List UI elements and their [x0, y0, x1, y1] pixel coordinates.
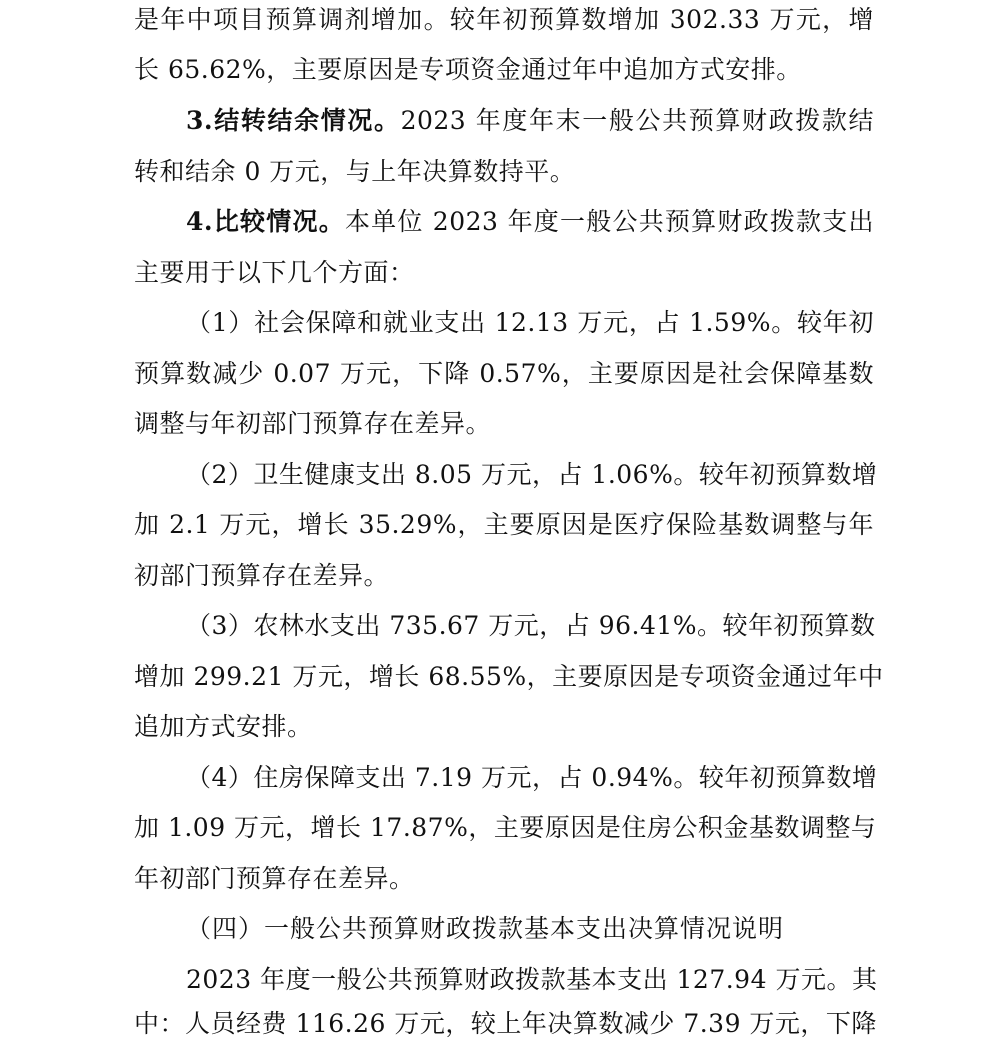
paragraph-line	[186, 101, 874, 141]
list-item-line: （1）社会保障和就业支出 12.13 万元，占 1.59%。较年初	[186, 308, 874, 337]
paragraph-line: 转和结余 0 万元，与上年决算数持平。	[134, 157, 576, 186]
paragraph-line: 中：人员经费 116.26 万元，较上年决算数减少 7.39 万元，下降	[134, 1009, 877, 1038]
paragraph-line: 是年中项目预算调剂增加。较年初预算数增加 302.33 万元，增	[134, 5, 874, 34]
paragraph-text: 2023 年度年末一般公共预算财政拨款结	[400, 106, 874, 135]
paragraph-line: 主要用于以下几个方面：	[134, 258, 415, 287]
bold-lead-in: 4.比较情况。	[186, 207, 345, 236]
list-item-line: （2）卫生健康支出 8.05 万元，占 1.06%。较年初预算数增	[186, 460, 878, 489]
list-item-line: 年初部门预算存在差异。	[134, 864, 415, 893]
paragraph-line: 2023 年度一般公共预算财政拨款基本支出 127.94 万元。其	[186, 965, 878, 994]
list-item-line: 调整与年初部门预算存在差异。	[134, 409, 492, 438]
list-item-line: 追加方式安排。	[134, 712, 313, 741]
paragraph-line: 长 65.62%，主要原因是专项资金通过年中追加方式安排。	[134, 55, 802, 84]
list-item-line: 增加 299.21 万元，增长 68.55%，主要原因是专项资金通过年中	[134, 662, 884, 691]
paragraph-line	[186, 202, 874, 242]
list-item-line: （3）农林水支出 735.67 万元，占 96.41%。较年初预算数	[186, 611, 876, 640]
list-item-line: 预算数减少 0.07 万元，下降 0.57%，主要原因是社会保障基数	[134, 359, 874, 388]
paragraph-text: 本单位 2023 年度一般公共预算财政拨款支出	[344, 207, 874, 236]
list-item-line: 加 1.09 万元，增长 17.87%，主要原因是住房公积金基数调整与	[134, 813, 877, 842]
bold-lead-in: 3.结转结余情况。	[186, 106, 401, 135]
list-item-line: 初部门预算存在差异。	[134, 561, 390, 590]
list-item-line: 加 2.1 万元，增长 35.29%，主要原因是医疗保险基数调整与年	[134, 510, 874, 539]
list-item-line: （4）住房保障支出 7.19 万元，占 0.94%。较年初预算数增	[186, 763, 878, 792]
section-heading: （四）一般公共预算财政拨款基本支出决算情况说明	[186, 914, 785, 943]
